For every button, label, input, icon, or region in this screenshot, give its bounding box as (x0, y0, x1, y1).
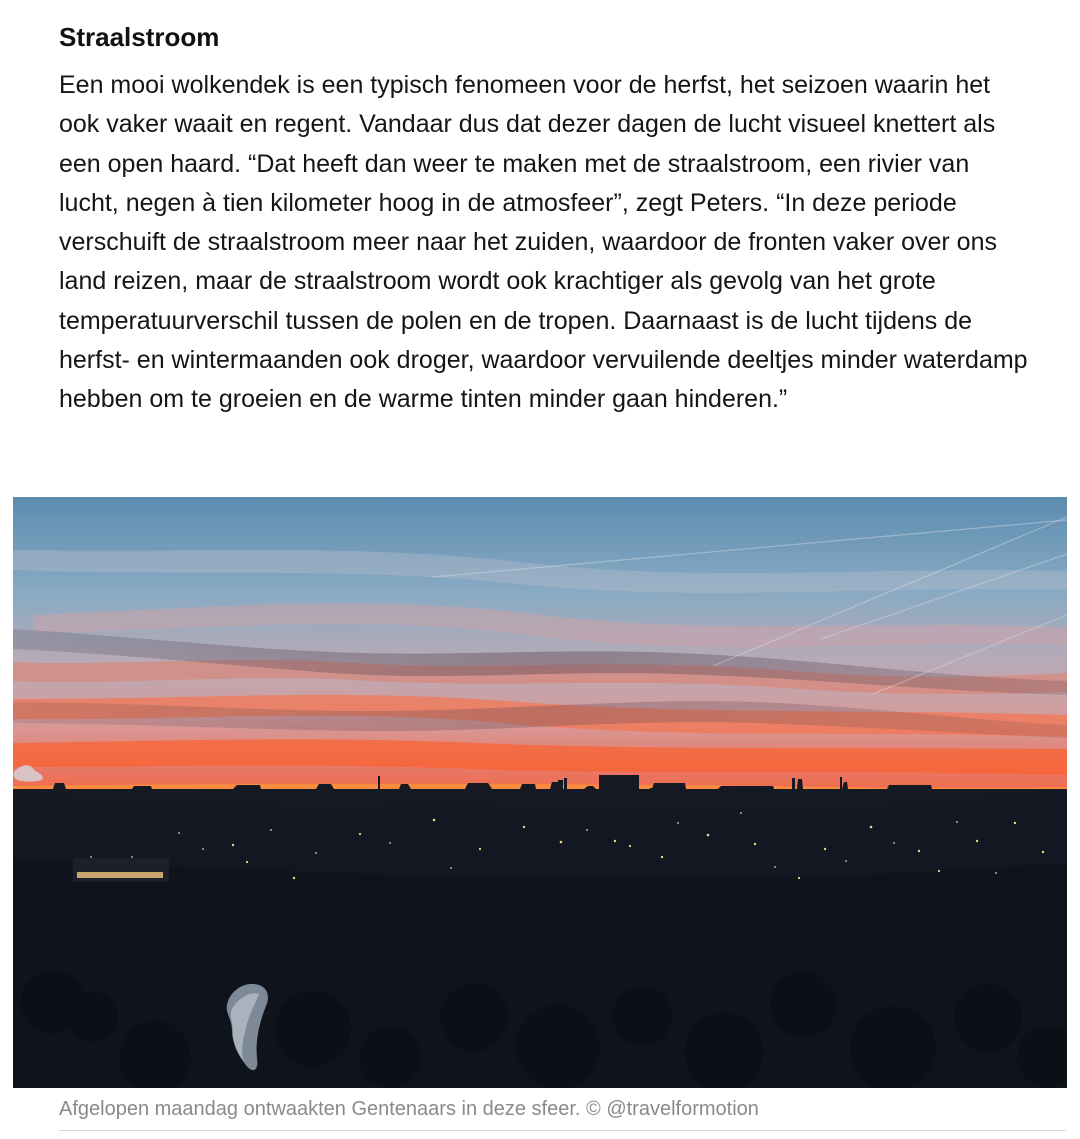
section-heading: Straalstroom (59, 22, 220, 52)
article-section (59, 18, 1034, 420)
article-paragraph: Een mooi wolkendek is een typisch fenomeen voor de herfst, het seizoen waarin het ook vaker waait en regent. Vandaar dus dat dezer dagen de lucht visueel knettert als een open haard. “Dat heeft dan weer te maken met de straalstroom, een rivier van lucht, negen à tien kilometer hoog in de atmosfeer”, zegt Peters. “In deze periode verschuift de straalstroom meer naar het zuiden, waardoor de fronten vaker over ons land reizen, maar de straalstroom wordt ook krachtiger als gevolg van het grote temperatuurverschil tussen de polen en de tropen. Daarnaast is de lucht tijdens de herfst- en wintermaanden ook droger, waardoor vervuilende deeltjes minder waterdamp hebben om te groeien en de warme tinten minder gaan hinderen.” (59, 71, 1028, 414)
sunset-photo (13, 497, 1067, 1088)
image-caption: Afgelopen maandag ontwaakten Gentenaars in deze sfeer. © @travelformotion (59, 1096, 1066, 1131)
sunset-skyline-image (13, 497, 1067, 1088)
